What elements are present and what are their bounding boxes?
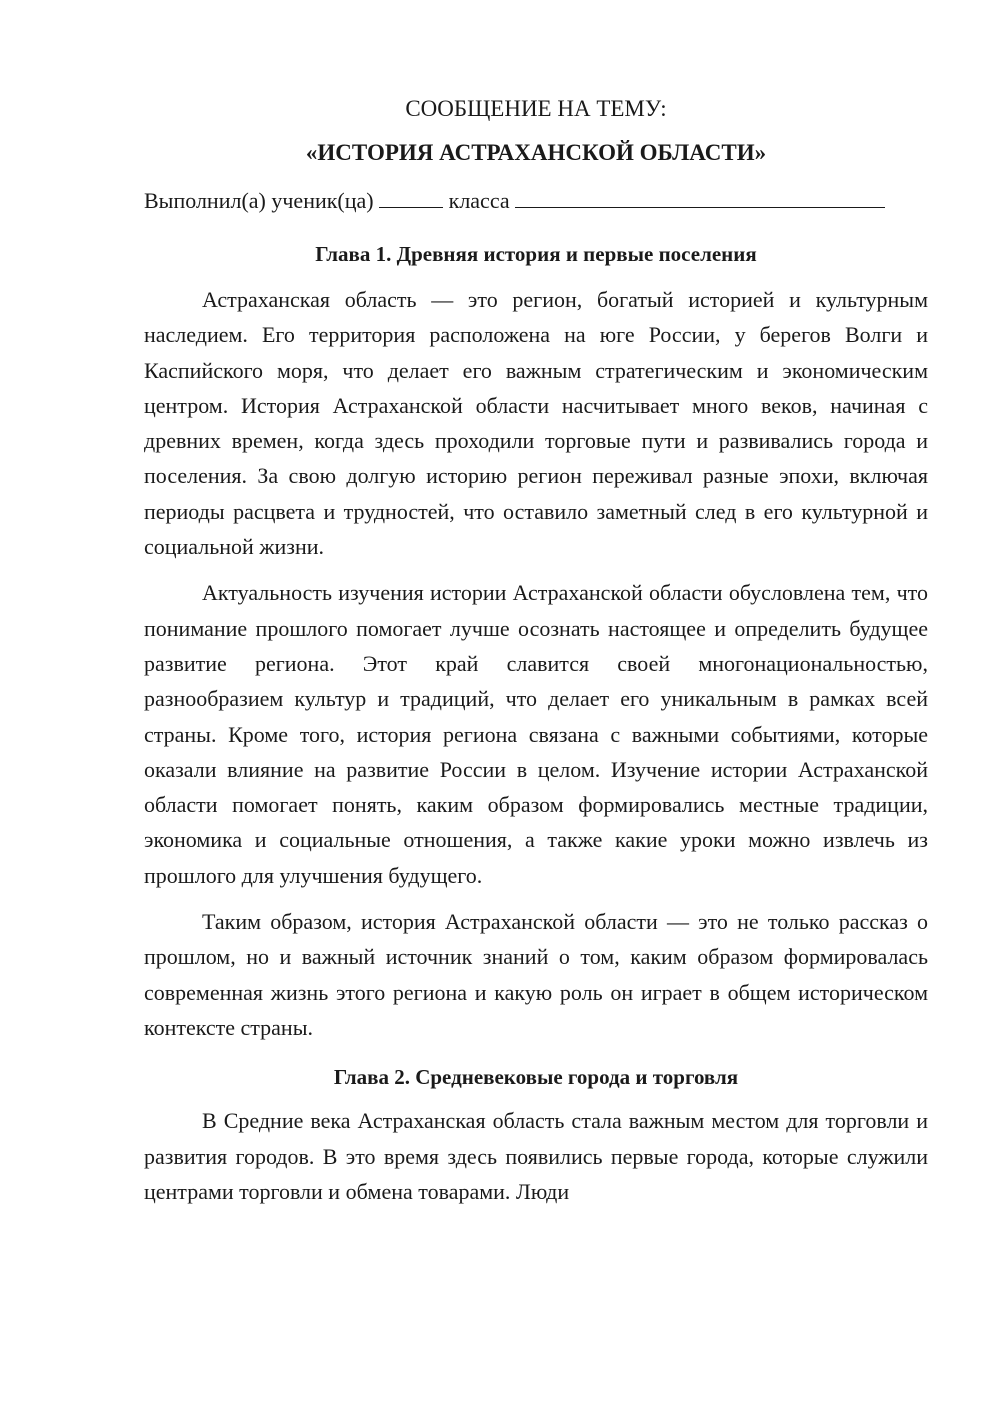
author-class-label: класса [448,188,510,213]
document-page [144,92,928,1209]
chapter-1-paragraph-2: Актуальность изучения истории Астраханской области обусловлена тем, что понимание прошлого помогает лучше осознать настоящее и определить будущее развитие региона. Этот край славится своей многонациональностью, разнообразием культур и традиций, что делает его уникальным в рамках всей страны. Кроме того, история региона связана с важными событиями, которые оказали влияние на развитие России в целом. Изучение истории Астраханской области помогает понять, каким образом формировались местные традиции, экономика и социальные отношения, а также какие уроки можно извлечь из прошлого для улучшения будущего. [144,580,928,888]
chapter-2-paragraph-1: В Средние века Астраханская область стала важным местом для торговли и развития городов. В это время здесь появились первые города, которые служили центрами торговли и обмена товарами. Люди [144,1108,928,1204]
student-name-blank [515,185,885,208]
chapter-1-paragraph-1: Астраханская область — это регион, богатый историей и культурным наследием. Его территория расположена на юге России, у берегов Волги и Каспийского моря, что делает его важным стратегическим и экономическим центром. История Астраханской области насчитывает много веков, начиная с древних времен, когда здесь проходили торговые пути и развивались города и поселения. За свою долгую историю регион переживал разные эпохи, включая периоды расцвета и трудностей, что оставило заметный след в его культурной и социальной жизни. [144,287,928,560]
chapter-2-heading: Глава 2. Средневековые города и торговля [333,1065,739,1090]
author-line [144,184,928,218]
author-prefix: Выполнил(а) ученик(ца) [144,188,374,213]
chapter-1-paragraph-3: Таким образом, история Астраханской области — это не только рассказ о прошлом, но и важный источник знаний о том, каким образом формировалась современная жизнь этого региона и какую роль он играет в общем историческом контексте страны. [144,909,928,1040]
document-title-line1: СООБЩЕНИЕ НА ТЕМУ: [405,96,667,121]
class-number-blank [379,185,443,208]
chapter-1-heading: Глава 1. Древняя история и первые поселения [315,242,757,266]
document-title-line2: «ИСТОРИЯ АСТРАХАНСКОЙ ОБЛАСТИ» [305,140,767,165]
